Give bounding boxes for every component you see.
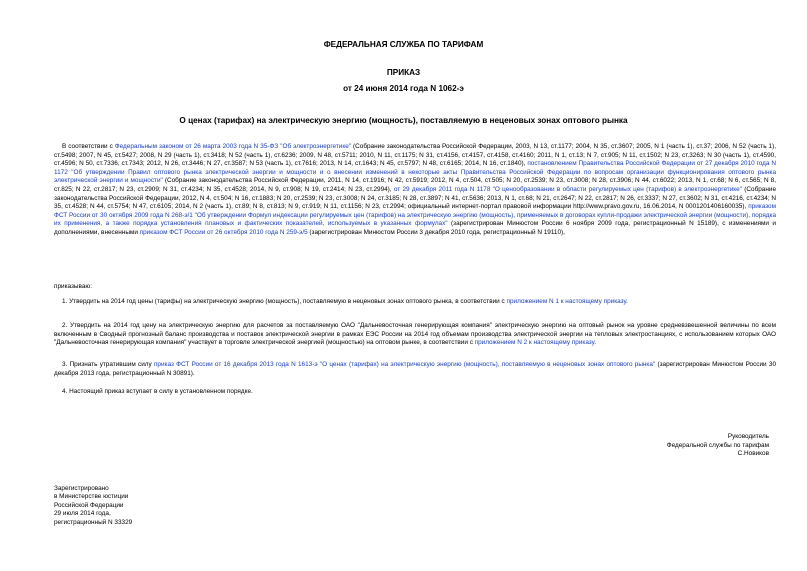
registration-block: [54, 485, 132, 527]
item-3: [54, 361, 776, 378]
link-order-268[interactable]: приказом ФСТ России от 30 октября 2009 года N 268-э/1 "Об утверждении Формул индексации регулируемых цен (тарифов) на электрическую энергию (мощность), применяемых в договорах купли-продажи электрической энергии (мощности), порядка их применения, а также порядка установления плановых и фактических показателей, используемых в указанных формулах": [54, 203, 776, 228]
link-resolution-1178[interactable]: от 29 декабря 2011 года N 1178 "О ценообразовании в области регулируемых цен (тарифов) в электроэнергетике": [393, 185, 742, 193]
doc-type: ПРИКАЗ: [386, 68, 421, 77]
preamble-text-2: (Собрание законодательства Российской Федерации, 2003, N 13, ст.1177; 2004, N 35, ст.3607; 2005, N 1 (часть 1), ст.37; 2006, N 52 (часть 1), ст.5498; 2007, N 45, ст.5427; 2008, N 29 (часть 1), ст.3418; N 52 (часть 1), ст.6236; 2009, N 48, ст.5711; 2010, N 11, ст.1175; N 31, ст.4156, ст.4157, ст.4158, ст.4160; 2011, N 1, ст.13; N 7, ст.905; N 11, ст.1502; N 23, ст.3263; N 30 (часть 1), ст.4590, ст.4596; N 50, ст.7336, ст.7343; 2012, N 26, ст.3446; N 27, ст.3587; N 53 (часть 1), ст.7616; 2013, N 14, ст.1643; N 45, ст.5797; N 48, ст.6165; 2014, N 16, ст.1840),: [54, 143, 776, 168]
item-2-end: .: [594, 339, 597, 347]
registration-line-2: в Министерстве юстиции: [54, 493, 129, 501]
item-4: 4. Настоящий приказ вступает в силу в установленном порядке.: [62, 388, 253, 395]
signature-block: [667, 433, 769, 459]
preamble-text-4: (Собрание законодательства Российской Федерации, 2012, N 4, ст.504; N 16, ст.1883; N 20, ст.2539; N 23, ст.3008; N 24, ст.3185; N 28, ст.3897; N 41, ст.5636; 2013, N 1, ст.68; N 21, ст.2647; N 22, ст.2817; N 26, ст.3337; N 27, ст.3602; N 31, ст.4216, ст.4234; N 35, ст.4528; N 44, ст.5754; N 47, ст.6105; 2014, N 2 (часть 1), ст.89; N 8, ст.813; N 9, ст.919; N 11, ст.1156; N 23, ст.2994; официальный интернет-портал правовой информации http://www.pravo.gov.ru, 16.06.2014, N 0001201406160035),: [54, 185, 777, 211]
registration-line-5: регистрационный N 33329: [54, 518, 133, 526]
item-3-text: 3. Признать утратившим силу: [62, 361, 154, 368]
item-1-end: .: [626, 298, 628, 305]
link-appendix-1[interactable]: приложением N 1 к настоящему приказу: [506, 298, 627, 305]
link-order-1613[interactable]: приказ ФСТ России от 16 декабря 2013 года N 1613-э "О ценах (тарифах) на электрическую энергию (мощность), поставляемую в неценовых зонах оптового рынка": [153, 361, 656, 368]
doc-date-number: от 24 июня 2014 года N 1062-э: [343, 84, 464, 93]
item-3-text-end: (зарегистрирован Минюстом России 30 декабря 2013 года, регистрационный N 30891).: [54, 361, 776, 377]
item-1-text: 1. Утвердить на 2014 год цены (тарифы) на электрическую энергию (мощность), поставляемую в неценовых зонах оптового рынка, в соответствии с: [62, 298, 507, 305]
preamble-text-6: (зарегистрирован Минюстом России 3 декабря 2010 года, регистрационный N 19110),: [307, 228, 565, 236]
preamble-text-1: В соответствии с: [62, 143, 115, 150]
item-2-text: 2. Утвердить на 2014 год цену на электрическую энергию для расчетов за поставляемую ОАО "Дальневосточная генерирующая компания" электрическую энергию на оптовый рынок на уровне средневзвешенной величины по всем включенным в Сводный прогнозный баланс производства и поставок электрической энергии в рамках ЕЭС России на 2014 год объемам производства электрической энергии на тепловых электростанциях, с использованием которых ОАО "Дальневосточная генерирующая компания" участвует в торговле электрической энергией (мощностью) на оптовом рынке, в соответствии с: [54, 322, 776, 347]
preamble: [54, 143, 776, 238]
registration-line-4: 29 июля 2014 года,: [54, 510, 111, 518]
registration-line-1: Зарегистрировано: [54, 485, 109, 492]
preamble-text-5: (зарегистрирован Минюстом России 6 ноября 2009 года, регистрационный N 15189), с изменениями и дополнениями, внесенными: [54, 220, 776, 236]
link-order-259[interactable]: приказом ФСТ России от 26 октября 2010 года N 259-э/5: [139, 228, 308, 236]
signature-agency: Федеральной службы по тарифам: [666, 441, 769, 449]
registration-line-3: Российской Федерации: [54, 501, 124, 509]
link-federal-law[interactable]: Федеральным законом от 26 марта 2003 года N 35-ФЗ "Об электроэнергетике": [114, 143, 352, 150]
signature-position: Руководитель: [727, 433, 769, 440]
agency-title: ФЕДЕРАЛЬНАЯ СЛУЖБА ПО ТАРИФАМ: [323, 40, 484, 49]
item-2: [54, 322, 776, 348]
preamble-text-3: (Собрание законодательства Российской Федерации, 2011, N 14, ст.1916; N 42, ст.5919; 2012, N 4, ст.504, ст.505; N 20, ст.2539; N 23, ст.3008; N 28, ст.3906; N 44, ст.6022; 2013, N 1, ст.68; N 6, ст.565; N 8, ст.825; N 22, ст.2817; N 23, ст.2909; N 31, ст.4234; N 35, ст.4528; 2014, N 9, ст.908; N 19, ст.2414; N 23, ст.2994),: [54, 177, 776, 193]
doc-title: О ценах (тарифах) на электрическую энергию (мощность), поставляемую в неценовых зонах оптового рынка: [179, 116, 628, 125]
link-appendix-2[interactable]: приложением N 2 к настоящему приказу: [474, 339, 595, 347]
order-word: приказываю:: [54, 283, 92, 290]
link-government-resolution-1172[interactable]: постановлением Правительства Российской Федерации от 27 декабря 2010 года N 1172 "Об утверждении Правил оптового рынка электрической энергии и мощности и о внесении изменений в некоторые акты Правительства Российской Федерации по вопросам организации функционирования оптового рынка электрической энергии и мощности": [54, 160, 776, 185]
signature-name: С.Новиков: [737, 450, 769, 458]
item-1: [54, 298, 776, 307]
